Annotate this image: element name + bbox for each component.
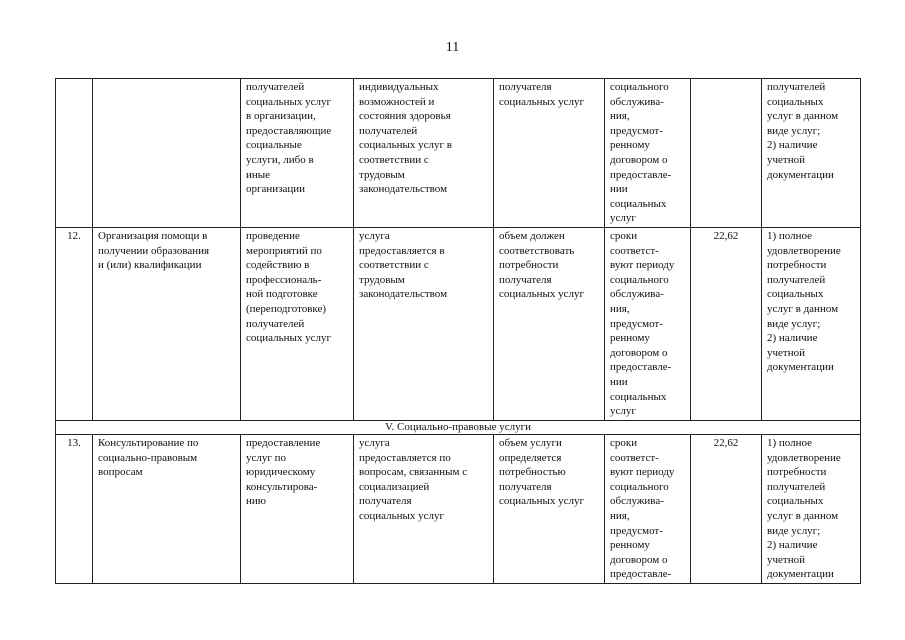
section-heading-row [56,421,861,435]
service-tariff-cell [691,79,762,228]
row-number-cell [56,79,93,228]
service-conditions-cell: услуга предоставляется по вопросам, связанным с социализацией получателя социальных услуг [354,435,494,584]
service-conditions-cell: индивидуальных возможностей и состояния здоровья получателей социальных услуг в соответствии с трудовым законодательством [354,79,494,228]
section-heading: V. Социально-правовые услуги [56,421,861,435]
service-volume-cell: объем должен соответствовать потребности получателя социальных услуг [494,228,605,421]
service-indicators-cell: 1) полное удовлетворение потребности получателей социальных услуг в данном виде услуг; 2) наличие учетной документации [762,228,861,421]
service-volume-cell: объем услуги определяется потребностью получателя социальных услуг [494,435,605,584]
service-indicators-cell: 1) полное удовлетворение потребности получателей социальных услуг в данном виде услуг; 2) наличие учетной документации [762,435,861,584]
service-description-cell: предоставление услуг по юридическому консультирова- нию [241,435,354,584]
table-row [56,435,861,584]
page-number: 11 [445,40,460,55]
service-conditions-cell: услуга предоставляется в соответствии с трудовым законодательством [354,228,494,421]
service-volume-cell: получателя социальных услуг [494,79,605,228]
service-terms-cell: социального обслужива- ния, предусмот- ренному договором о предоставле- нии социальных услуг [605,79,691,228]
table-row [56,228,861,421]
service-name-cell: Консультирование по социально-правовым вопросам [93,435,241,584]
service-name-cell [93,79,241,228]
services-table [55,78,861,584]
service-terms-cell: сроки соответст- вуют периоду социального обслужива- ния, предусмот- ренному договором о предоставле- [605,435,691,584]
service-tariff-cell: 22,62 [691,435,762,584]
service-name-cell: Организация помощи в получении образования и (или) квалификации [93,228,241,421]
service-description-cell: проведение мероприятий по содействию в профессиональ- ной подготовке (переподготовке) получателей социальных услуг [241,228,354,421]
row-number-cell: 12. [56,228,93,421]
service-indicators-cell: получателей социальных услуг в данном виде услуг; 2) наличие учетной документации [762,79,861,228]
table-row [56,79,861,228]
service-terms-cell: сроки соответст- вуют периоду социального обслужива- ния, предусмот- ренному договором о предоставле- нии социальных услуг [605,228,691,421]
service-description-cell: получателей социальных услуг в организации, предоставляющие социальные услуги, либо в иные организации [241,79,354,228]
service-tariff-cell: 22,62 [691,228,762,421]
row-number-cell: 13. [56,435,93,584]
